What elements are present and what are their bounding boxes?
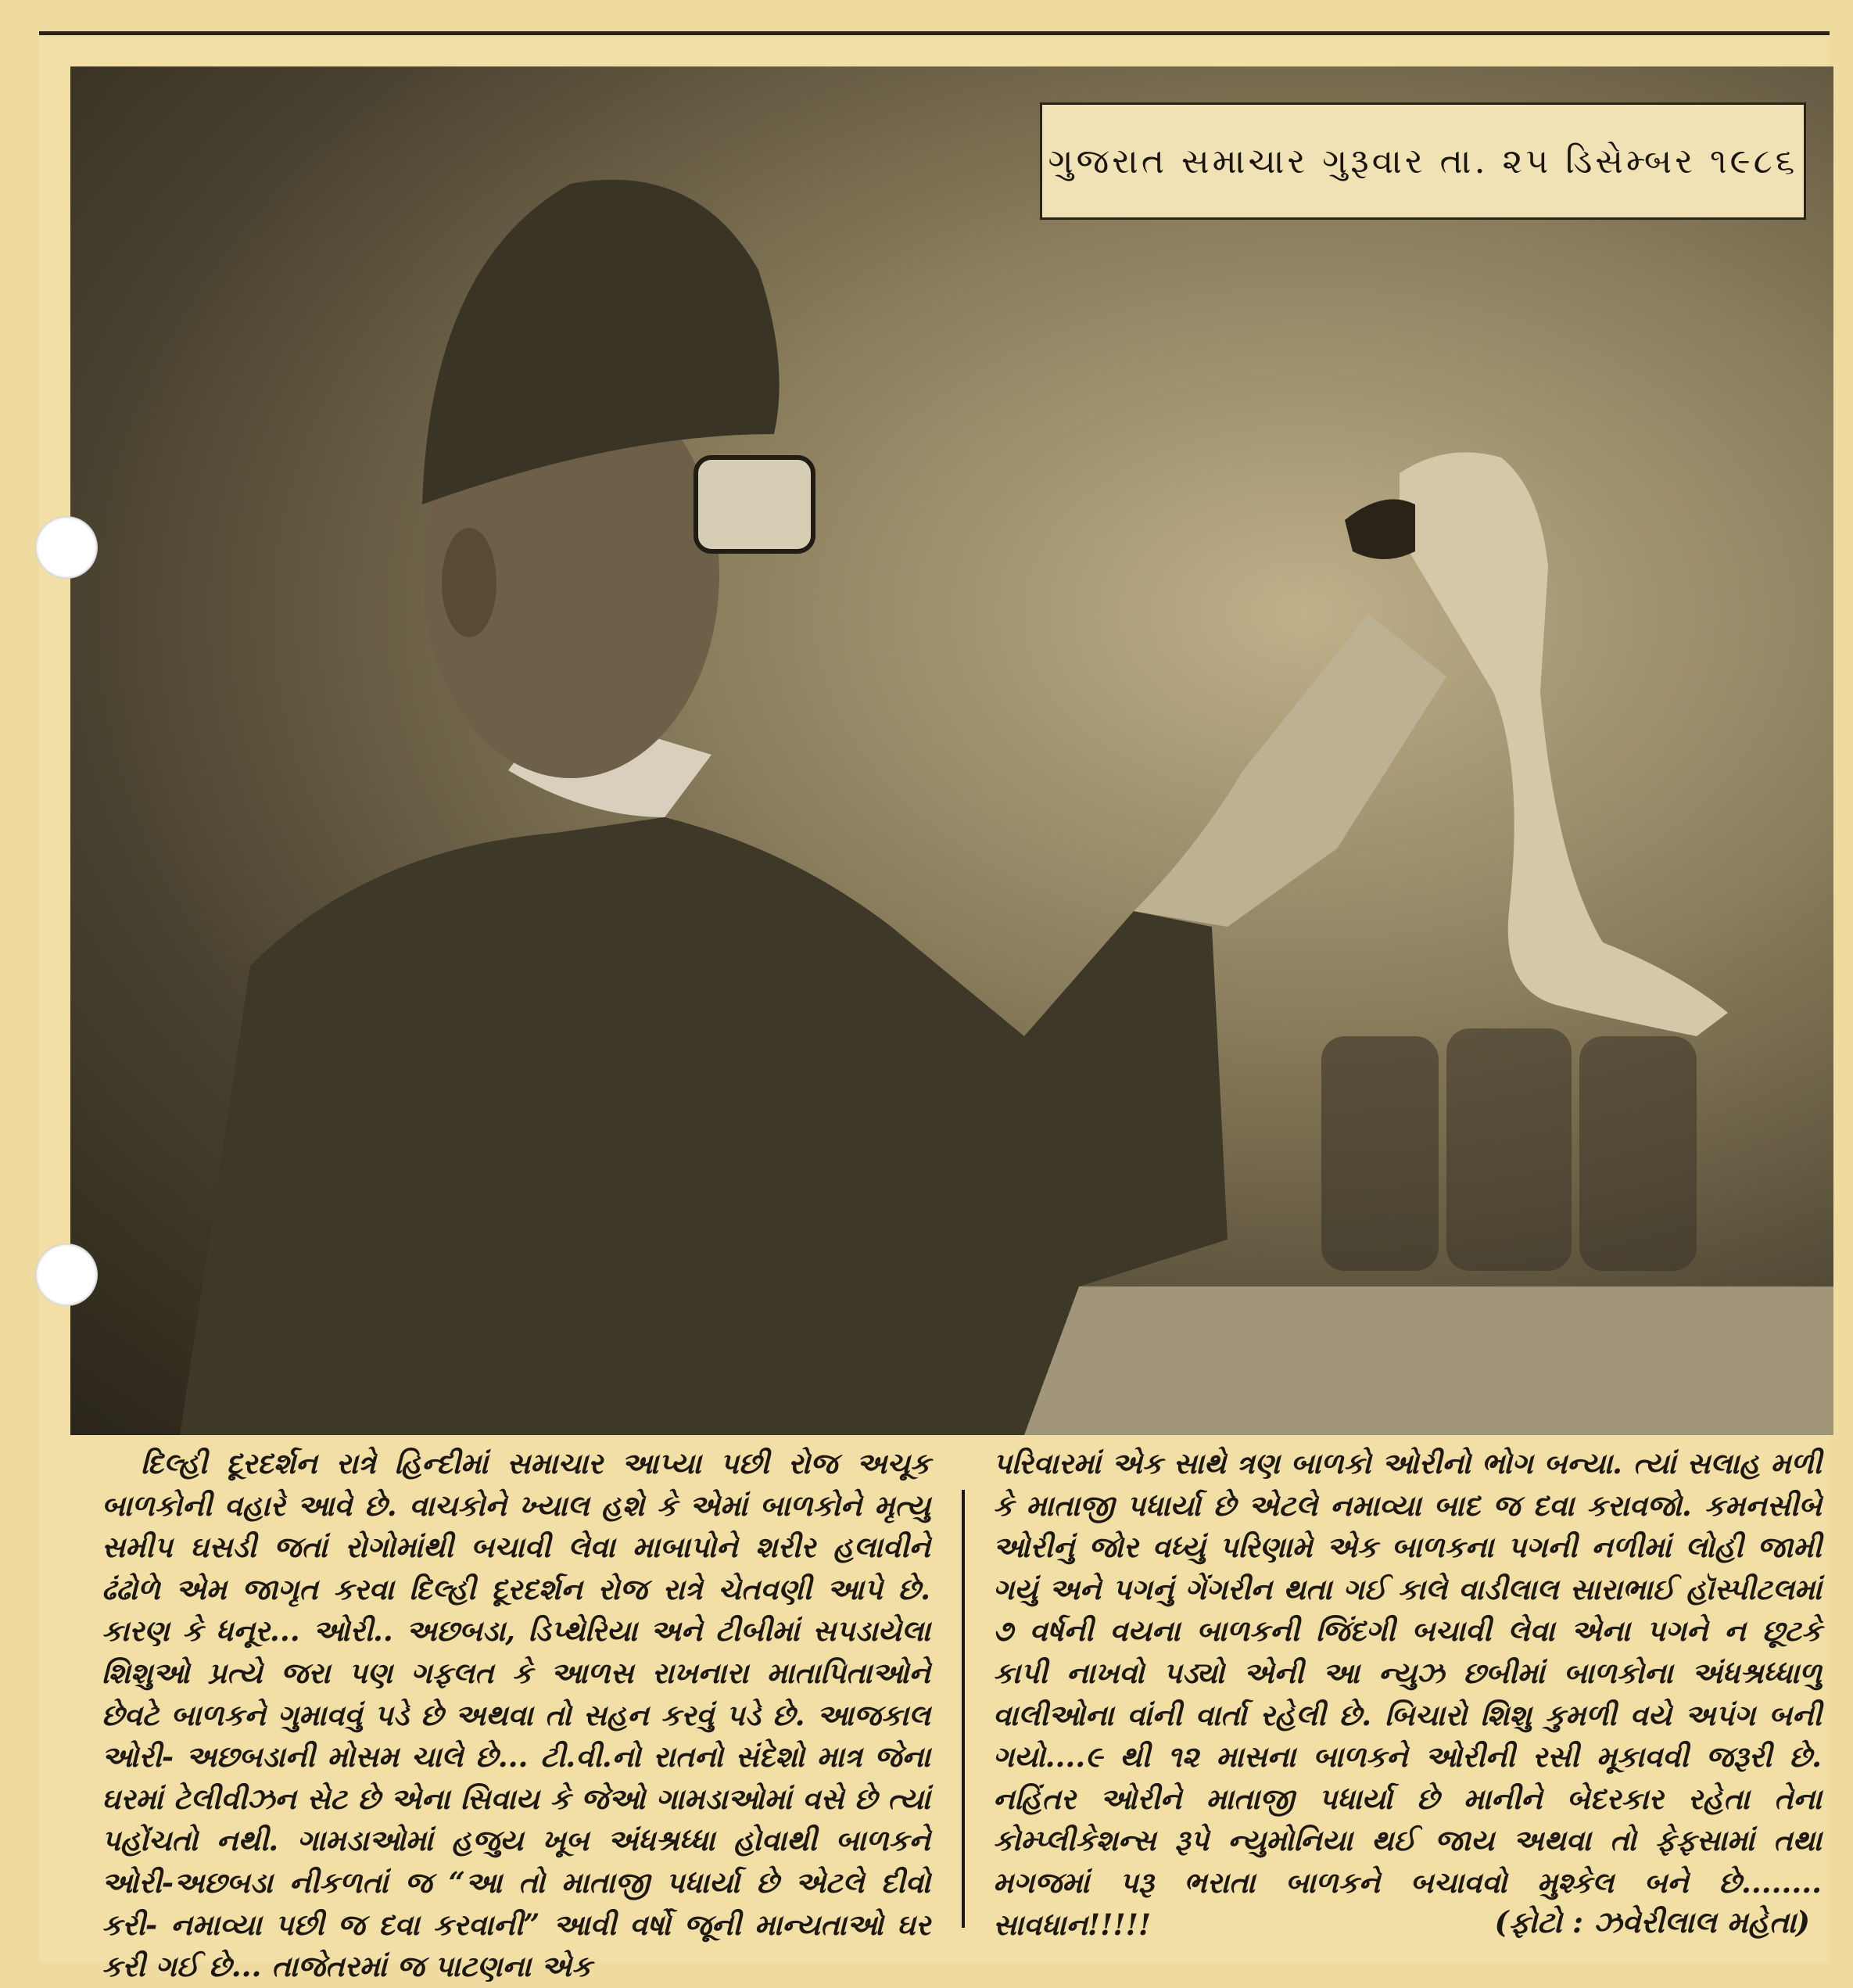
caption-text: ગુજરાત સમાચાર ગુરૂવાર તા. ૨૫ ડિસેમ્બર ૧૯૮૬ — [1048, 141, 1798, 181]
punch-hole — [35, 516, 98, 579]
photo-credit: (ફોટો : ઝવેરીલાલ મહેતા) — [1494, 1904, 1810, 1940]
newspaper-clipping — [39, 31, 1830, 1984]
punch-hole — [35, 1243, 98, 1306]
article-left-column: દિલ્હી દૂરદર્શન રાત્રે હિન્દીમાં સમાચાર આપ્યા પછી રોજ અચૂક બાળકોની વહારે આવે છે. વાચકોને ખ્યાલ હશે કે એમાં બાળકોને મૃત્યુ સમીપ ઘસડી જતાં રોગોમાંથી બચાવી લેવા માબાપોને શરીર હલાવીને ઢંઢોળે એમ જાગૃત કરવા દિલ્હી દૂરદર્શન રોજ રાત્રે ચેતવણી આપે છે. કારણ કે ધનૂર... ઓરી.. અછબડા, ડિપ્થેરિયા અને ટીબીમાં સપડાયેલા શિશુઓ પ્રત્યે જરા પણ ગફલત કે આળસ રાખનારા માતાપિતાઓને છેવટે બાળકને ગુમાવવું પડે છે અથવા તો સહન કરવું પડે છે. આજકાલ ઓરી- અછબડાની મોસમ ચાલે છે... ટી.વી.નો રાતનો સંદેશો માત્ર જેના ઘરમાં ટેલીવીઝન સેટ છે એના સિવાય કે જેઓ ગામડાઓમાં વસે છે ત્યાં પહોંચતો નથી. ગામડાઓમાં હજુય ખૂબ અંધશ્રધ્ધા હોવાથી બાળકને ઓરી-અછબડા નીકળતાં જ “આ તો માતાજી પધાર્યા છે એટલે દીવો કરી- નમાવ્યા પછી જ દવા કરવાની” આવી વર્ષો જૂની માન્યતાઓ ઘર કરી ગઈ છે... તાજેતરમાં જ પાટણના એક — [102, 1446, 930, 1984]
column-divider — [962, 1490, 965, 1928]
photo-illustration — [70, 66, 1833, 1435]
article-body — [70, 1443, 1833, 1984]
news-photo — [70, 66, 1833, 1435]
article-right-column: પરિવારમાં એક સાથે ત્રણ બાળકો ઓરીનો ભોગ બન્યા. ત્યાં સલાહ મળી કે માતાજી પધાર્યા છે એટલે નમાવ્યા બાદ જ દવા કરાવજો. કમનસીબે ઓરીનું જોર વધ્યું પરિણામે એક બાળકના પગની નળીમાં લોહી જામી ગયું અને પગનું ગેંગરીન થતા ગઈ કાલે વાડીલાલ સારાભાઈ હૉસ્પીટલમાં ૭ વર્ષની વયના બાળકની જિંદગી બચાવી લેવા એના પગને ન છૂટકે કાપી નાખવો પડ્યો એની આ ન્યુઝ છબીમાં બાળકોના અંધશ્રધ્ધાળુ વાલીઓના વાંની વાર્તા રહેલી છે. બિચારો શિશુ કુમળી વયે અપંગ બની ગયો....૯ થી ૧૨ માસના બાળકને ઓરીની રસી મૂકાવવી જરૂરી છે. નહિંતર ઓરીને માતાજી પધાર્યા છે માનીને બેદરકાર રહેતા તેના કોમ્પ્લીકેશન્સ રૂપે ન્યુમોનિયા થઈ જાય અથવા તો ફેફસામાં તથા મગજમાં પરૂ ભરાતા બાળકને બચાવવો મુશ્કેલ બને છે........ સાવધાન!!!!! — [993, 1446, 1822, 1942]
newspaper-header-caption — [1040, 102, 1806, 220]
